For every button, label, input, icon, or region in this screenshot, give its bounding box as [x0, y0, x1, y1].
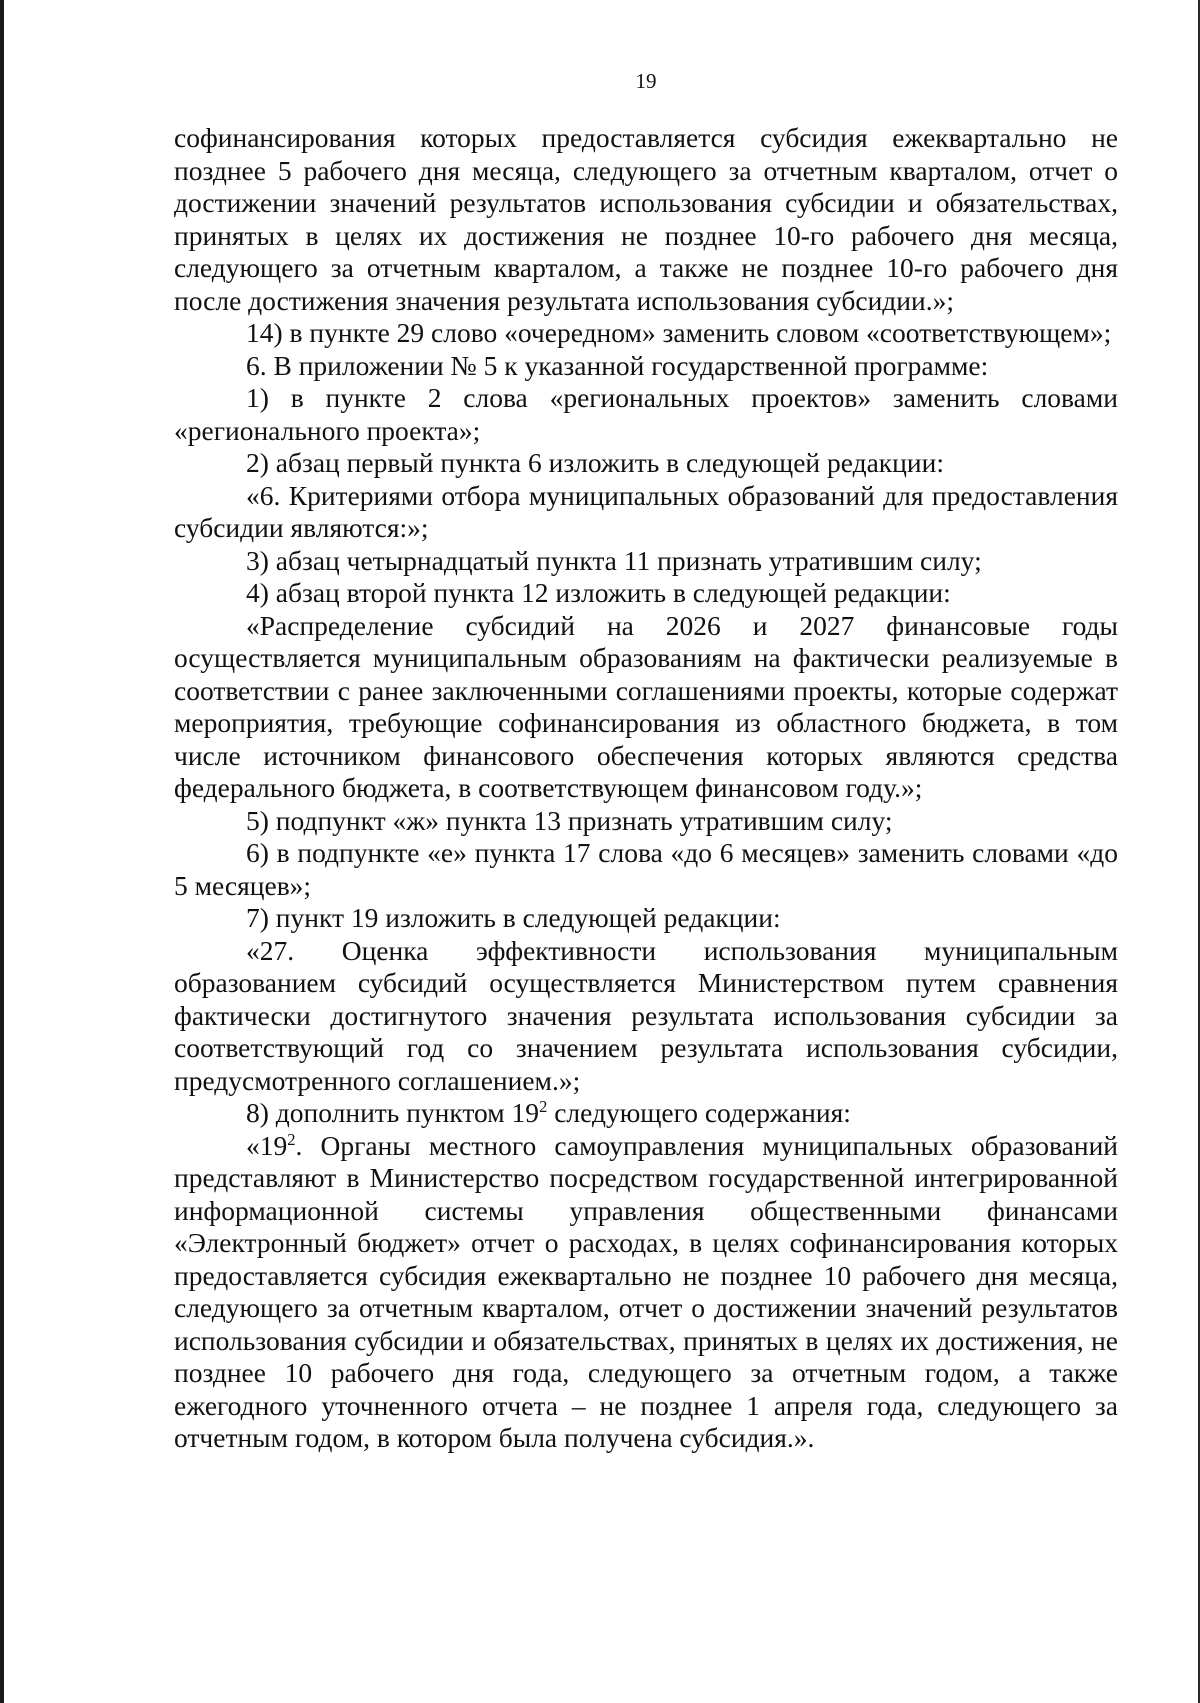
quote-19-2-text: «19 — [246, 1129, 288, 1161]
paragraph-quote-6: «6. Критериями отбора муниципальных образований для предоставления субсидии являются:»; — [174, 479, 1118, 543]
quote-19-2-superscript: 2 — [287, 1129, 296, 1149]
item-8-superscript: 2 — [539, 1096, 548, 1116]
paragraph-quote-19-2 — [174, 1130, 1118, 1455]
paragraph-item-6: 6) в подпункте «е» пункта 17 слова «до 6 месяцев» заменить словами «до 5 месяцев»; — [174, 837, 1118, 901]
scan-border-left — [0, 0, 4, 1703]
document-page — [174, 60, 1118, 1455]
quote-19-2-text-end: . Органы местного самоуправления муниципальных образований представляют в Министерство посредством государственной интегрированной информационной системы управления общественными финансами «Электронный бюджет» отчет о расходах, в целях софинансирования которых предоставляется субсидия ежеквартально не позднее 10 рабочего дня месяца, следующего за отчетным кварталом, отчет о достижении значений результатов использования субсидии и обязательствах, принятых в целях их достижения, не позднее 10 рабочего дня года, следующего за отчетным годом, а также ежегодного уточненного отчета – не позднее 1 апреля года, следующего за отчетным годом, в котором была получена субсидия.». — [174, 1129, 1118, 1453]
paragraph-item-8 — [174, 1097, 1118, 1130]
paragraph-item-3: 3) абзац четырнадцатый пункта 11 признать утратившим силу; — [246, 544, 982, 576]
paragraph-item-1: 1) в пункте 2 слова «региональных проектов» заменить словами «регионального проекта»; — [174, 382, 1118, 446]
page-number: 19 — [635, 69, 657, 93]
paragraph-item-7: 7) пункт 19 изложить в следующей редакции: — [246, 902, 781, 933]
document-body — [174, 122, 1118, 1455]
item-8-text-end: следующего содержания: — [547, 1097, 851, 1128]
paragraph-item-14: 14) в пункте 29 слово «очередном» заменить словом «соответствующем»; — [246, 317, 1112, 348]
paragraph-quote-27: «27. Оценка эффективности использования муниципальным образованием субсидий осуществляется Министерством путем сравнения фактически достигнутого значения результата использования субсидии за соответствующий год со значением результата использования субсидии, предусмотренного соглашением.»; — [174, 934, 1118, 1096]
paragraph-appendix-5: 6. В приложении № 5 к указанной государственной программе: — [246, 349, 989, 381]
paragraph-item-2: 2) абзац первый пункта 6 изложить в следующей редакции: — [246, 447, 944, 478]
paragraph-continuation: софинансирования которых предоставляется субсидия ежеквартально не позднее 5 рабочего дня месяца, следующего за отчетным кварталом, отчет о достижении значений результатов использования субсидии и обязательствах, принятых в целях их достижения не позднее 10-го рабочего дня месяца, следующего за отчетным кварталом, а также не позднее 10-го рабочего дня после достижения значения результата использования субсидии.»; — [174, 122, 1118, 316]
paragraph-item-5: 5) подпункт «ж» пункта 13 признать утратившим силу; — [246, 804, 893, 836]
item-8-text: 8) дополнить пунктом 19 — [246, 1097, 540, 1128]
paragraph-quote-distribution: «Распределение субсидий на 2026 и 2027 финансовые годы осуществляется муниципальным образованиям на фактически реализуемые в соответствии с ранее заключенными соглашениями проекты, которые содержат мероприятия, требующие софинансирования из областного бюджета, в том числе источником финансового обеспечения которых являются средства федерального бюджета, в соответствующем финансовом году.»; — [174, 609, 1118, 803]
paragraph-item-4: 4) абзац второй пункта 12 изложить в следующей редакции: — [246, 577, 951, 608]
